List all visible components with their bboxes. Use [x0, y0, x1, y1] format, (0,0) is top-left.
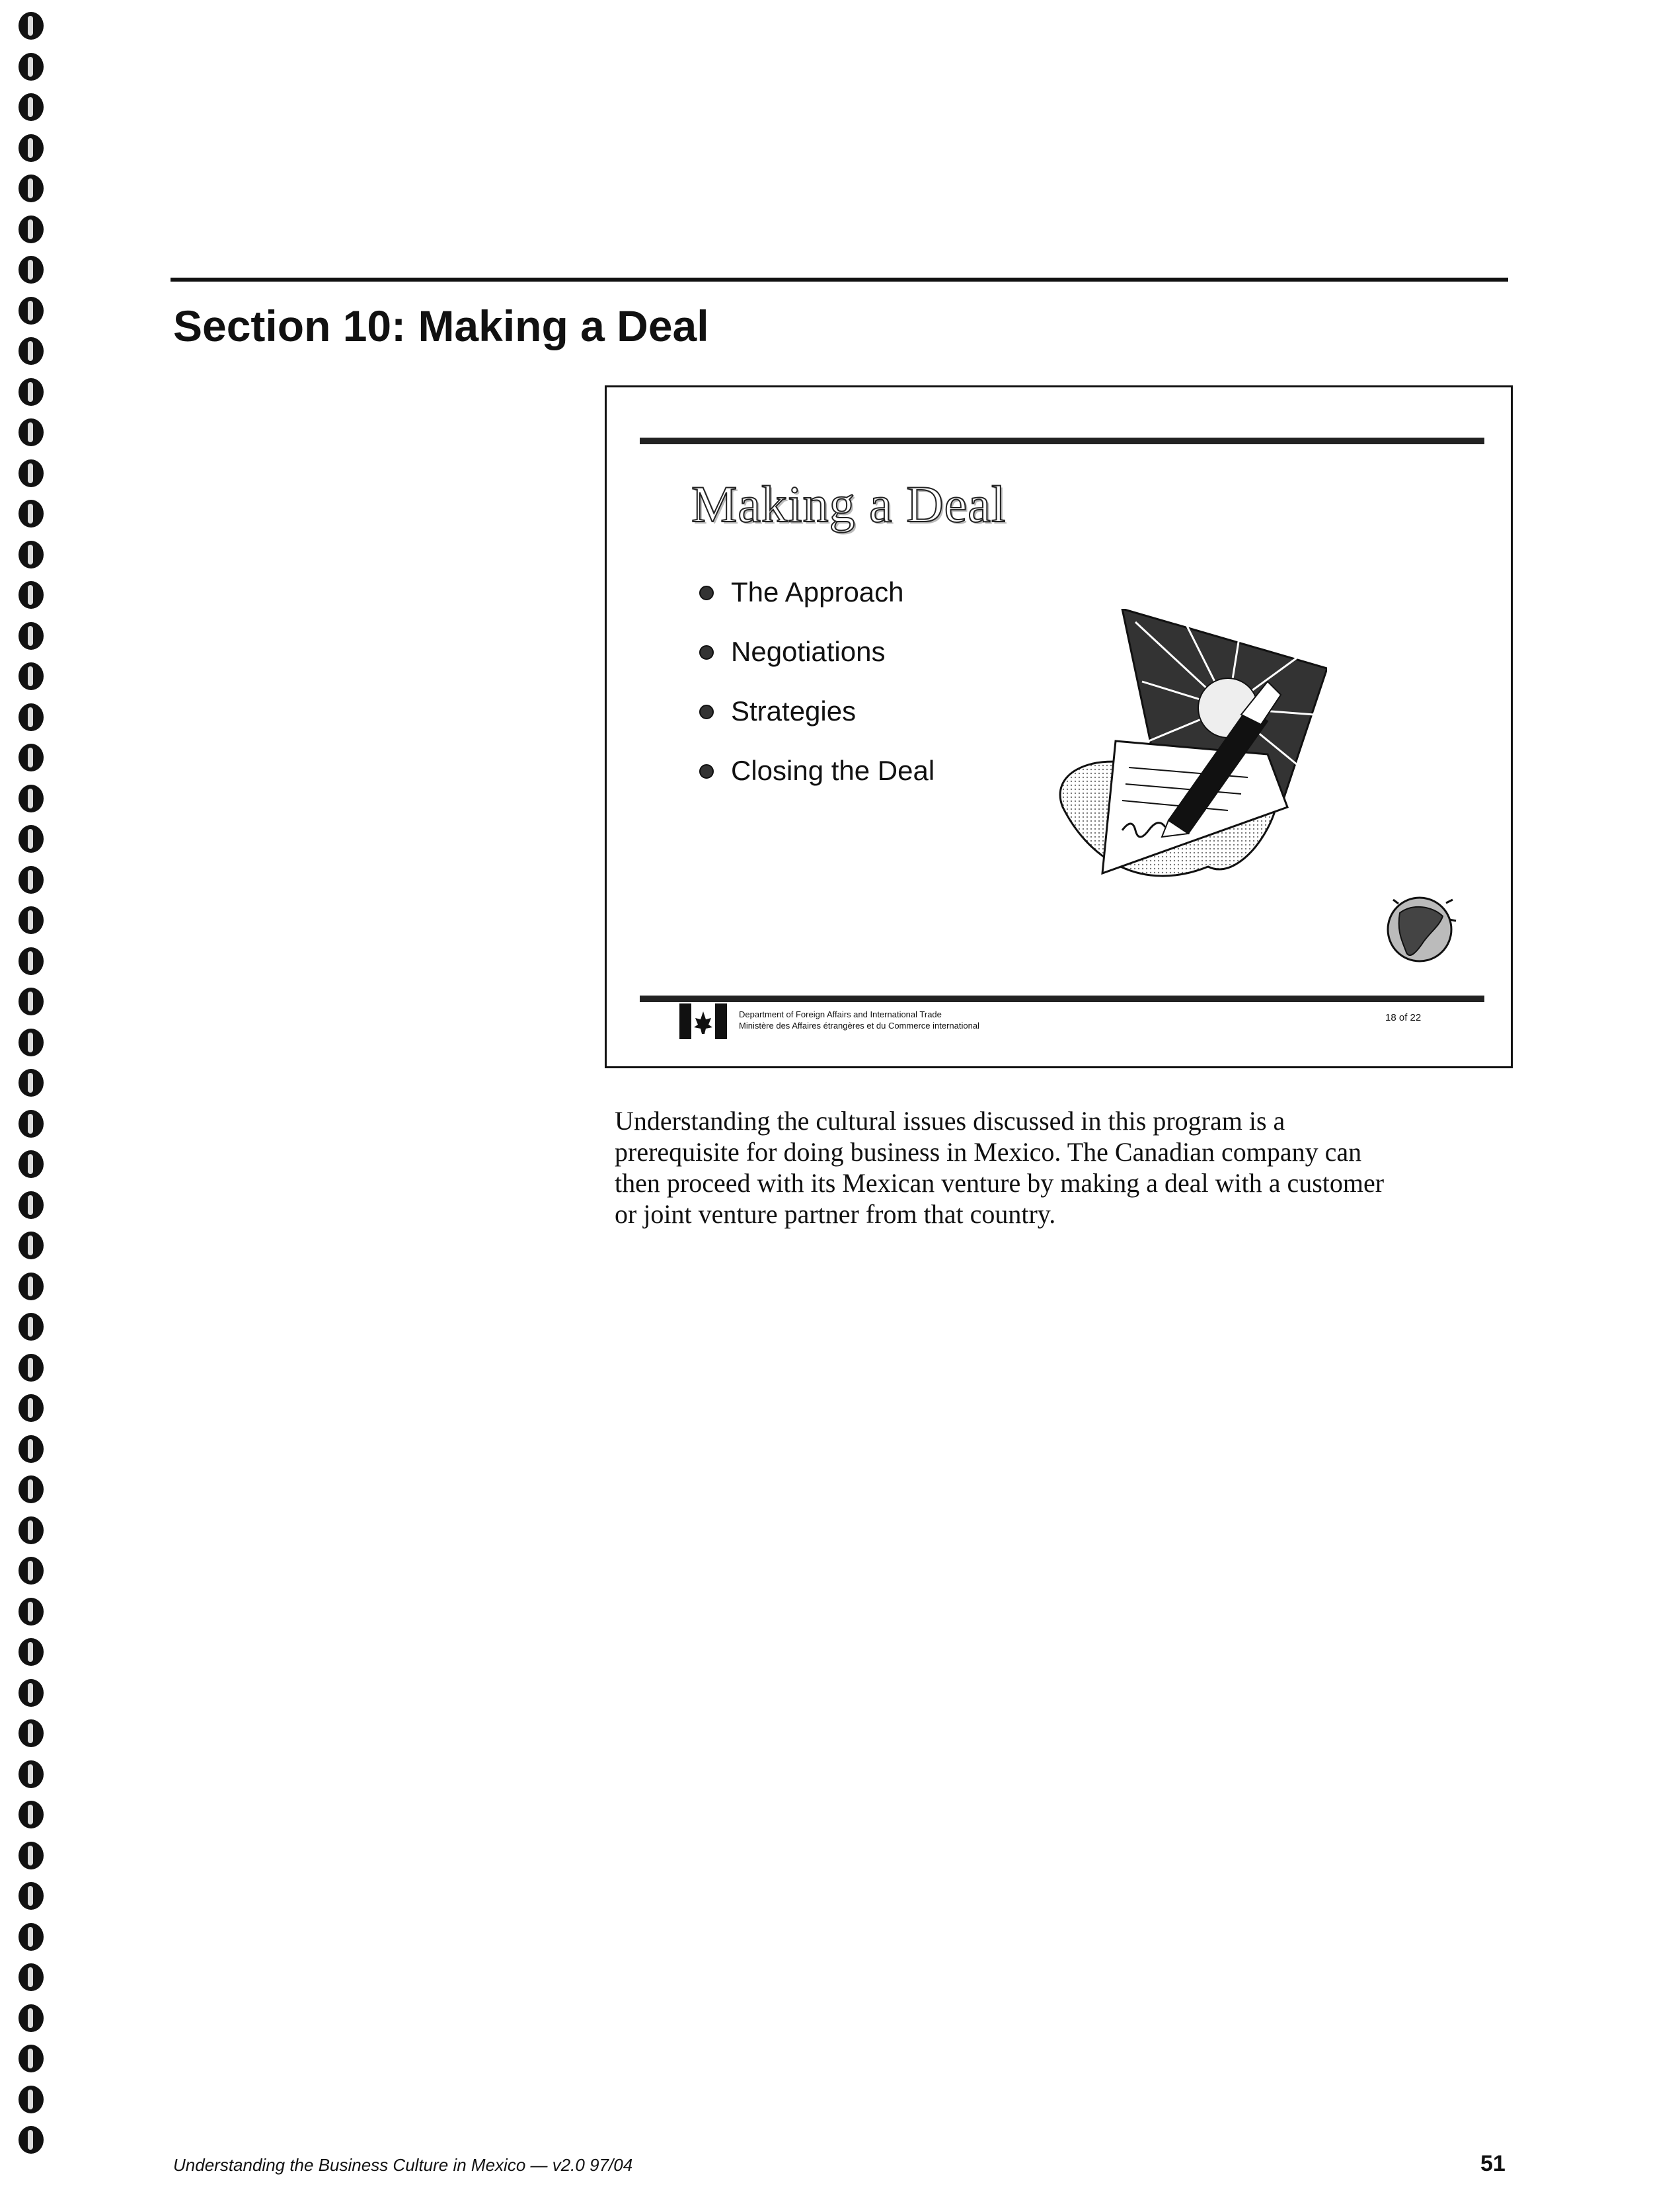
binding-hole	[19, 1150, 44, 1178]
binding-hole	[19, 1679, 44, 1707]
binding-hole	[19, 541, 44, 569]
binding-hole	[19, 459, 44, 487]
binding-hole	[19, 1232, 44, 1259]
binding-hole	[19, 297, 44, 325]
binding-hole	[19, 1963, 44, 1991]
binding-hole	[19, 581, 44, 609]
body-line: or joint venture partner from that country.	[615, 1199, 1056, 1229]
binding-hole	[19, 622, 44, 650]
binding-hole	[19, 134, 44, 162]
binding-hole	[19, 1719, 44, 1747]
slide-bullet-item: Closing the Deal	[699, 751, 935, 810]
binding-hole	[19, 2086, 44, 2113]
binding-hole	[19, 93, 44, 121]
binding-hole	[19, 1435, 44, 1463]
binding-hole	[19, 906, 44, 934]
binding-hole	[19, 1516, 44, 1544]
slide-bullet-item: Negotiations	[699, 632, 935, 691]
binding-hole	[19, 1801, 44, 1828]
binding-hole	[19, 175, 44, 202]
slide-bullet-list	[699, 572, 935, 810]
binding-hole	[19, 1110, 44, 1138]
slide-bullet-item: Strategies	[699, 691, 935, 751]
binding-hole	[19, 744, 44, 771]
binding-hole	[19, 662, 44, 690]
binding-hole	[19, 1557, 44, 1585]
binding-hole	[19, 500, 44, 528]
binding-hole	[19, 1069, 44, 1097]
binding-hole	[19, 378, 44, 406]
slide-number: 18 of 22	[1385, 1012, 1422, 1023]
body-line: then proceed with its Mexican venture by making a deal with a customer	[615, 1168, 1385, 1198]
footer-page-number: 51	[1480, 2151, 1506, 2176]
binding-hole	[19, 1760, 44, 1788]
binding-hole	[19, 1273, 44, 1300]
binding-hole	[19, 1394, 44, 1422]
body-line: prerequisite for doing business in Mexico. The Canadian company can	[615, 1137, 1362, 1167]
footer-document-title: Understanding the Business Culture in Mexico — v2.0 97/04	[173, 2155, 633, 2175]
binding-hole	[19, 216, 44, 243]
binding-hole	[19, 2126, 44, 2154]
canada-flag-icon	[679, 1003, 727, 1039]
binding-hole	[19, 703, 44, 731]
binding-hole	[19, 418, 44, 446]
binding-hole	[19, 1029, 44, 1056]
department-name-en: Department of Foreign Affairs and International Trade	[739, 1009, 942, 1019]
binding-hole	[19, 2045, 44, 2072]
slide-frame	[605, 385, 1513, 1068]
globe-icon	[1380, 886, 1459, 972]
section-rule	[171, 278, 1508, 282]
signing-pen-clipart	[1050, 609, 1327, 893]
binding-hole	[19, 1882, 44, 1910]
department-name-fr: Ministère des Affaires étrangères et du Commerce international	[739, 1021, 979, 1031]
binding-hole	[19, 825, 44, 853]
binding-hole	[19, 1313, 44, 1341]
binding-hole	[19, 1638, 44, 1666]
spiral-binding	[15, 12, 48, 2193]
binding-hole	[19, 337, 44, 365]
slide-top-rule	[640, 438, 1484, 444]
binding-hole	[19, 12, 44, 40]
binding-hole	[19, 256, 44, 284]
binding-hole	[19, 53, 44, 81]
binding-hole	[19, 988, 44, 1015]
department-name	[739, 1009, 979, 1031]
binding-hole	[19, 1475, 44, 1503]
binding-hole	[19, 866, 44, 894]
slide-bullet-item: The Approach	[699, 572, 935, 632]
binding-hole	[19, 1354, 44, 1382]
binding-hole	[19, 785, 44, 812]
binding-hole	[19, 1842, 44, 1869]
section-title: Section 10: Making a Deal	[173, 301, 709, 350]
body-paragraph	[615, 1105, 1527, 1230]
slide-bottom-rule	[640, 996, 1484, 1002]
slide-title: Making a Deal	[691, 475, 1007, 533]
binding-hole	[19, 947, 44, 975]
binding-hole	[19, 1191, 44, 1219]
binding-hole	[19, 2004, 44, 2032]
binding-hole	[19, 1923, 44, 1951]
body-line: Understanding the cultural issues discussed in this program is a	[615, 1106, 1285, 1136]
binding-hole	[19, 1598, 44, 1626]
